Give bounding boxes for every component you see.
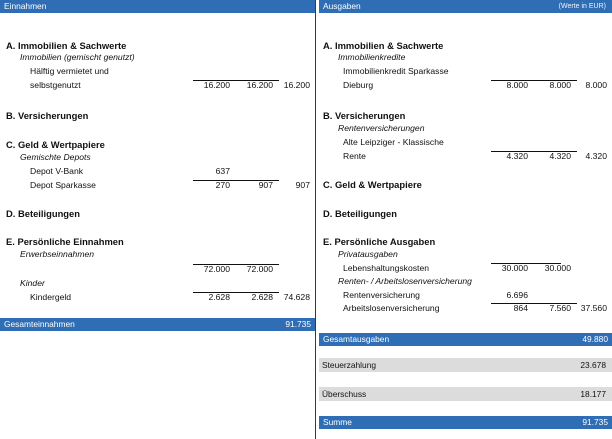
income-section-total: 16.200	[283, 80, 310, 90]
income-item-label: Depot V-Bank	[30, 166, 84, 176]
income-section-e-subtitle: Erwerbseinnahmen	[20, 249, 95, 259]
tax-row	[319, 358, 612, 372]
income-section-a-subtitle: Immobilien (gemischt genutzt)	[20, 52, 135, 62]
expense-item-label: Rentenversicherung	[343, 290, 420, 300]
income-section-total: 907	[295, 180, 310, 190]
sum-value: 91.735	[582, 417, 608, 427]
expense-value: 8.000	[506, 80, 528, 90]
expense-item-label: Rente	[343, 151, 366, 161]
expense-header-label: Ausgaben	[323, 1, 361, 11]
expense-section-c-title: C. Geld & Wertpapiere	[323, 179, 422, 190]
expense-section-b-title: B. Versicherungen	[323, 110, 406, 121]
expense-panel	[319, 0, 612, 439]
income-section-b-title: B. Versicherungen	[6, 110, 89, 121]
expense-header	[319, 0, 612, 13]
income-header-label: Einnahmen	[4, 1, 47, 11]
income-item-label: selbstgenutzt	[30, 80, 81, 90]
income-value: 270	[215, 180, 230, 190]
expense-item-label: Arbeitslosenversicherung	[343, 303, 440, 313]
sum-label: Summe	[323, 417, 352, 427]
expense-item-label: Lebenshaltungskosten	[343, 263, 430, 273]
expense-section-a-title: A. Immobilien & Sachwerte	[323, 40, 444, 51]
expense-section-b-subtitle: Rentenversicherungen	[338, 123, 425, 133]
expense-item-label: Alte Leipziger - Klassische	[343, 137, 444, 147]
currency-note: (Werte in EUR)	[558, 3, 606, 10]
expense-section-e-title: E. Persönliche Ausgaben	[323, 236, 436, 247]
expense-total-bar	[319, 333, 612, 346]
income-subtotal: 72.000	[246, 264, 273, 274]
income-header	[0, 0, 315, 13]
income-section-a-title: A. Immobilien & Sachwerte	[6, 40, 127, 51]
income-section-e-subtitle: Kinder	[20, 278, 45, 288]
tax-value: 23.678	[580, 360, 606, 370]
surplus-label: Überschuss	[322, 389, 367, 399]
income-subtotal: 2.628	[251, 292, 273, 302]
income-section-d-title: D. Beteiligungen	[6, 208, 80, 219]
expense-section-total: 37.560	[580, 303, 607, 313]
income-item-label: Kindergeld	[30, 292, 72, 302]
income-item-label: Hälftig vermietet und	[30, 66, 109, 76]
sum-bar	[319, 416, 612, 429]
expense-value: 864	[513, 303, 528, 313]
income-subtotal: 907	[258, 180, 273, 190]
income-item-label: Depot Sparkasse	[30, 180, 96, 190]
income-value: 637	[215, 166, 230, 176]
income-value: 72.000	[203, 264, 230, 274]
surplus-row	[319, 387, 612, 401]
income-total-bar	[0, 318, 315, 331]
expense-subtotal: 7.560	[549, 303, 571, 313]
expense-total-label: Gesamtausgaben	[323, 334, 390, 344]
income-total-label: Gesamteinnahmen	[4, 319, 75, 329]
expense-subtotal: 30.000	[544, 263, 571, 273]
expense-total-value: 49.880	[582, 334, 608, 344]
expense-value: 4.320	[506, 151, 528, 161]
expense-section-a-subtitle: Immobilienkredite	[338, 52, 406, 62]
expense-item-label: Dieburg	[343, 80, 374, 90]
surplus-value: 18.177	[580, 389, 606, 399]
income-section-e-title: E. Persönliche Einnahmen	[6, 236, 124, 247]
income-subtotal: 16.200	[246, 80, 273, 90]
expense-subtotal: 8.000	[549, 80, 571, 90]
expense-subtotal: 4.320	[549, 151, 571, 161]
income-value: 2.628	[208, 292, 230, 302]
expense-section-total: 4.320	[585, 151, 607, 161]
expense-value: 30.000	[501, 263, 528, 273]
expense-item-label: Immobilienkredit Sparkasse	[343, 66, 449, 76]
expense-section-e-subtitle: Renten- / Arbeitslosenversicherung	[338, 276, 472, 286]
tax-label: Steuerzahlung	[322, 360, 377, 370]
expense-section-total: 8.000	[585, 80, 607, 90]
income-value: 16.200	[203, 80, 230, 90]
expense-value: 6.696	[506, 290, 528, 300]
expense-section-d-title: D. Beteiligungen	[323, 208, 397, 219]
expense-section-e-subtitle: Privatausgaben	[338, 249, 398, 259]
income-total-value: 91.735	[285, 319, 311, 329]
income-section-c-subtitle: Gemischte Depots	[20, 152, 91, 162]
income-section-total: 74.628	[283, 292, 310, 302]
income-section-c-title: C. Geld & Wertpapiere	[6, 139, 105, 150]
